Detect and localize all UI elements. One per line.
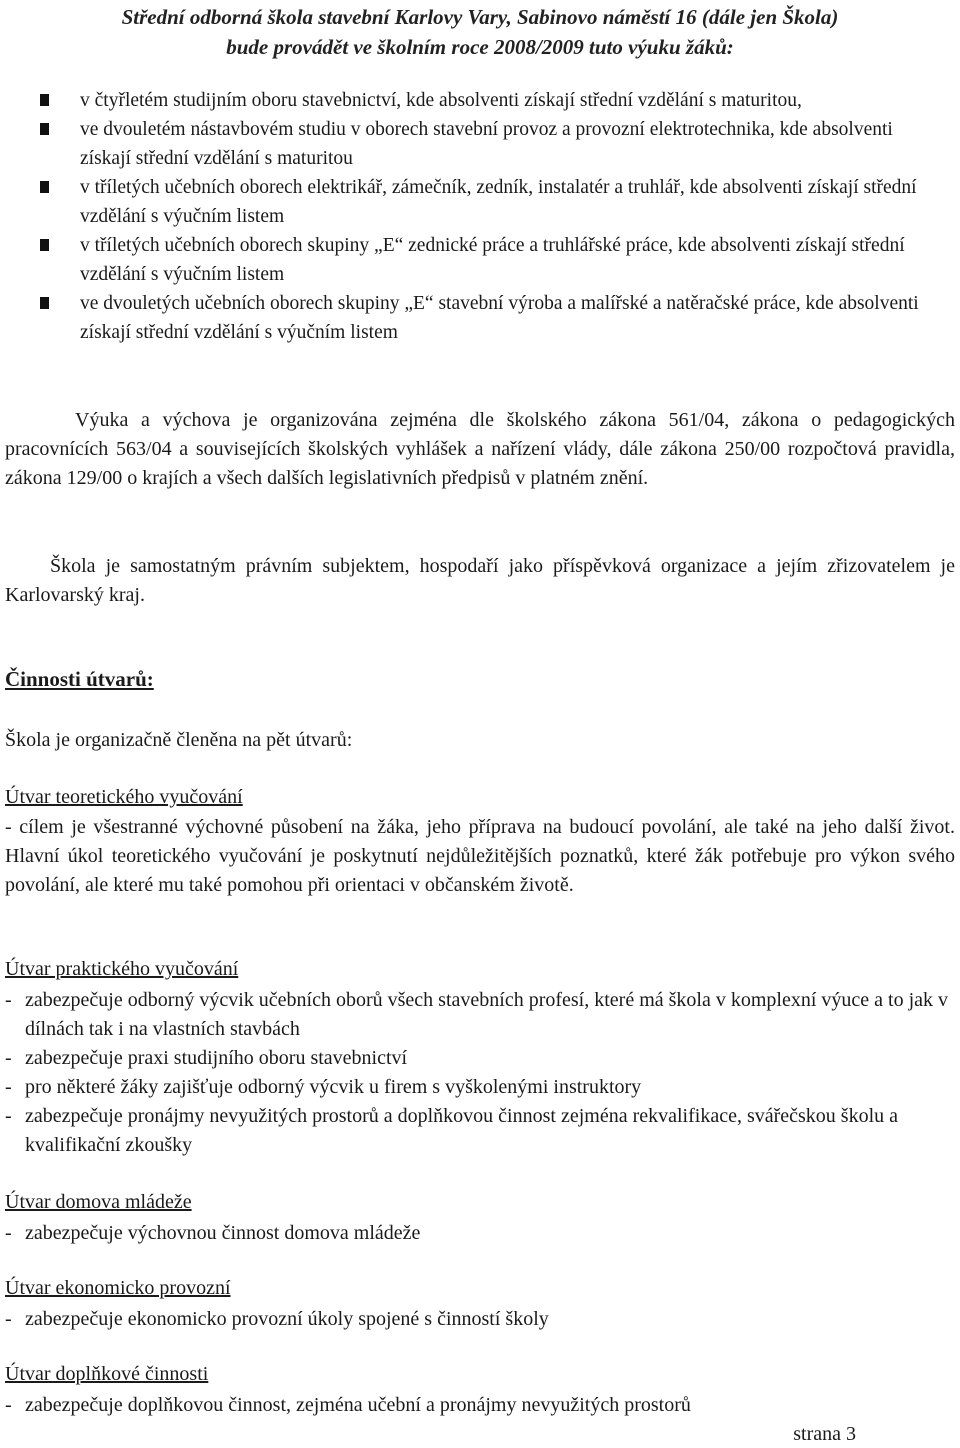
list-item: v čtyřletém studijním oboru stavebnictví, kde absolventi získají střední vzdělání s maturitou, (0, 86, 960, 115)
square-bullet-icon (40, 239, 49, 251)
unit-items (5, 1219, 955, 1248)
square-bullet-icon (40, 94, 49, 106)
header-line-1: Střední odborná škola stavební Karlovy Vary, Sabinovo náměstí 16 (dále jen Škola) (121, 5, 839, 29)
list-item: v tříletých učebních oborech elektrikář, zámečník, zedník, instalatér a truhlář, kde absolventi získají střední vzdělání s výučním listem (0, 173, 960, 231)
unit-title: Útvar teoretického vyučování (5, 786, 243, 808)
list-item: - zabezpečuje ekonomicko provozní úkoly spojené s činností školy (5, 1305, 955, 1334)
list-item: ve dvouletých učebních oborech skupiny „E“ stavební výroba a malířské a natěračské práce, kde absolventi získají střední vzdělání s výučním listem (0, 289, 960, 347)
page-number: strana 3 (793, 1423, 856, 1445)
unit-items (5, 1305, 955, 1334)
unit-title: Útvar praktického vyučování (5, 958, 239, 980)
unit-title: Útvar doplňkové činnosti (5, 1363, 209, 1385)
list-item: - zabezpečuje pronájmy nevyužitých prostorů a doplňkovou činnost zejména rekvalifikace, svářečskou školu a kvalifikační zkoušky (5, 1102, 955, 1160)
unit-title: Útvar ekonomicko provozní (5, 1277, 231, 1299)
paragraph-legislation: Výuka a výchova je organizována zejména dle školského zákona 561/04, zákona o pedagogických pracovnících 563/04 a souvisejících školských vyhlášek a nařízení vlády, dále zákona 250/00 rozpočtová pravidla, zákona 129/00 o krajích a všech dalších legislativních předpisů v platném znění. (5, 409, 955, 489)
list-item: - pro některé žáky zajišťuje odborný výcvik u firem s vyškolenými instruktory (5, 1073, 955, 1102)
list-item: - zabezpečuje doplňkovou činnost, zejména učební a pronájmy nevyužitých prostorů (5, 1391, 955, 1420)
units-intro: Škola je organizačně členěna na pět útvarů: (5, 729, 353, 751)
header-line-2: bude provádět ve školním roce 2008/2009 tuto výuku žáků: (226, 35, 734, 59)
unit-title: Útvar domova mládeže (5, 1191, 192, 1213)
square-bullet-icon (40, 123, 49, 135)
list-item: - zabezpečuje praxi studijního oboru stavebnictví (5, 1044, 955, 1073)
list-item: ve dvouletém nástavbovém studiu v oborech stavební provoz a provozní elektrotechnika, kde absolventi získají střední vzdělání s maturitou (0, 115, 960, 173)
unit-items (5, 986, 955, 1160)
study-programs-list (0, 86, 960, 347)
list-item: - zabezpečuje odborný výcvik učebních oborů všech stavebních profesí, které má škola v komplexní výuce a to jak v dílnách tak i na vlastních stavbách (5, 986, 955, 1044)
page-header (0, 2, 960, 62)
square-bullet-icon (40, 181, 49, 193)
paragraph-legal-entity: Škola je samostatným právním subjektem, hospodaří jako příspěvková organizace a jejím zřizovatelem je Karlovarský kraj. (5, 555, 955, 606)
list-item: v tříletých učebních oborech skupiny „E“ zednické práce a truhlářské práce, kde absolventi získají střední vzdělání s výučním listem (0, 231, 960, 289)
section-heading: Činnosti útvarů: (5, 667, 154, 691)
list-item: - zabezpečuje výchovnou činnost domova mládeže (5, 1219, 955, 1248)
square-bullet-icon (40, 297, 49, 309)
unit-description: - cílem je všestranné výchovné působení na žáka, jeho příprava na budoucí povolání, ale také na jeho další život. Hlavní úkol teoretického vyučování je poskytnutí nejdůležitějších poznatků, které žák potřebuje pro výkon svého povolání, ale které mu také pomohou při orientaci v občanském životě. (5, 816, 955, 896)
unit-items (5, 1391, 955, 1420)
